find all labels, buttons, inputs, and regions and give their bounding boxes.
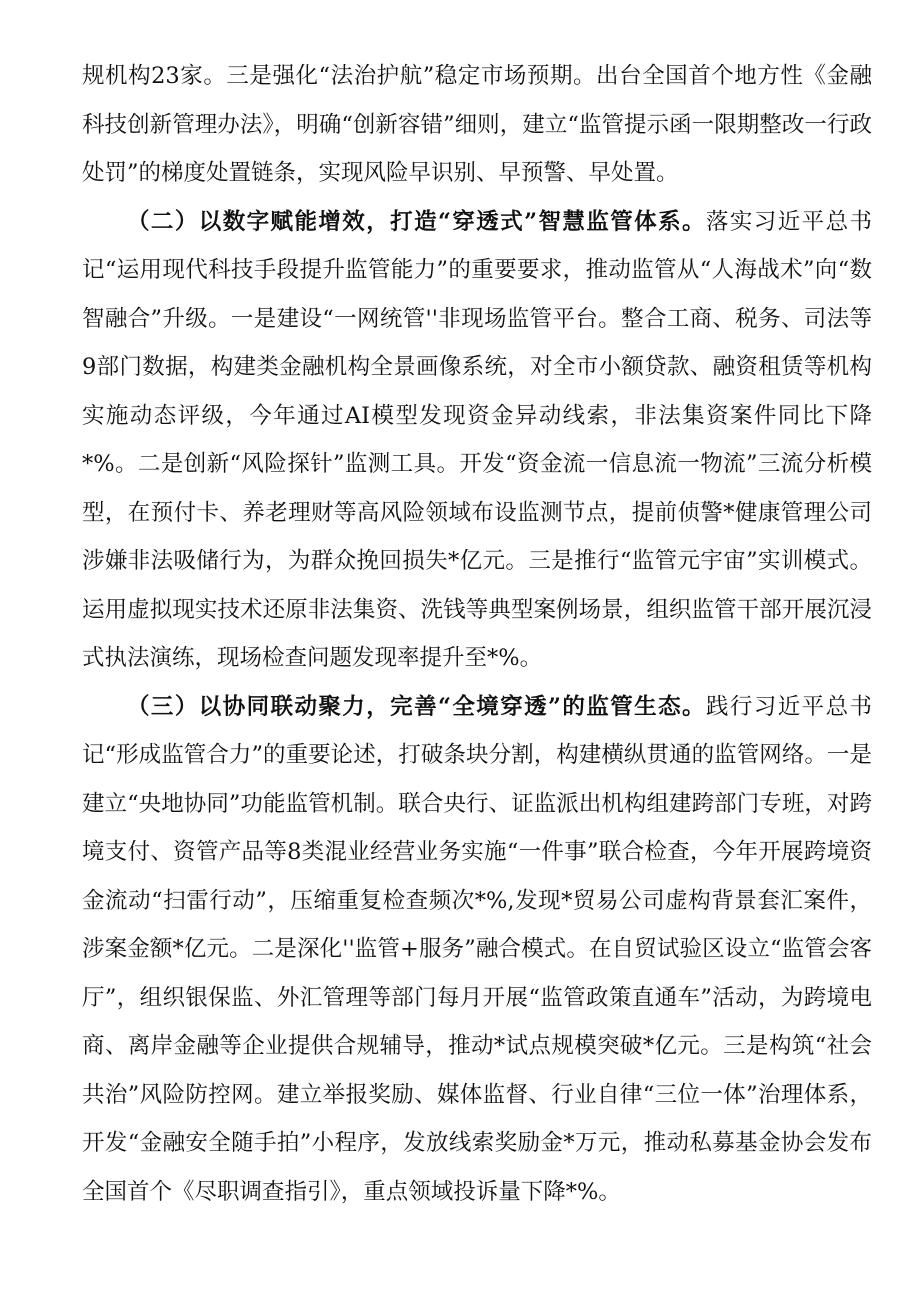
paragraph-body: 践行习近平总书记“形成监管合力”的重要论述，打破条块分割，构建横纵贯通的监管网络。一是建立“央地协同”功能监管机制。联合央行、证监派出机构组建跨部门专班，对跨境支付、资管产品等8类混业经营业务实施“一件事”联合检查，今年开展跨境资金流动“扫雷行动”，压缩重复检查频次*%,发现*贸易公司虚构背景套汇案件，涉案金额*亿元。二是深化''监管+服务”融合模式。在自贸试验区设立“监管会客厅”，组织银保监、外汇管理等部门每月开展“监管政策直通车”活动，为跨境电商、离岸金融等企业提供合规辅导，推动*试点规模突破*亿元。三是构筑“社会共治”风险防控网。建立举报奖励、媒体监督、行业自律“三位一体”治理体系，开发“金融安全随手拍”小程序，发放线索奖励金*万元，推动私募基金协会发布全国首个《尽职调查指引》，重点领域投诉量下降*%。 bbox=[82, 693, 872, 1205]
section-heading: （三）以协同联动聚力，完善“全境穿透”的监管生态。 bbox=[127, 693, 706, 720]
paragraph-body: 规机构23家。三是强化“法治护航”稳定市场预期。出台全国首个地方性《金融科技创新管理办法》，明确“创新容错”细则，建立“监管提示函一限期整改一行政处罚”的梯度处置链条，实现风险早识别、早预警、早处置。 bbox=[82, 63, 872, 186]
paragraph-section-2 bbox=[82, 198, 872, 683]
paragraph-body: 落实习近平总书记“运用现代科技手段提升监管能力”的重要要求，推动监管从“人海战术”向“数智融合”升级。一是建设“一网统管''非现场监管平台。整合工商、税务、司法等9部门数据，构建类金融机构全景画像系统，对全市小额贷款、融资租赁等机构实施动态评级，今年通过AI模型发现资金异动线索，非法集资案件同比下降*%。二是创新“风险探针”监测工具。开发“资金流一信息流一物流”三流分析模型，在预付卡、养老理财等高风险领域布设监测节点，提前侦警*健康管理公司涉嫌非法吸储行为，为群众挽回损失*亿元。三是推行“监管元宇宙”实训模式。运用虚拟现实技术还原非法集资、洗钱等典型案例场景，组织监管干部开展沉浸式执法演练，现场检查问题发现率提升至*%。 bbox=[82, 208, 872, 671]
document-body bbox=[82, 52, 872, 1216]
section-heading: （二）以数字赋能增效，打造“穿透式”智慧监管体系。 bbox=[127, 208, 706, 235]
paragraph-section-3 bbox=[82, 683, 872, 1217]
paragraph-continuation bbox=[82, 52, 872, 198]
